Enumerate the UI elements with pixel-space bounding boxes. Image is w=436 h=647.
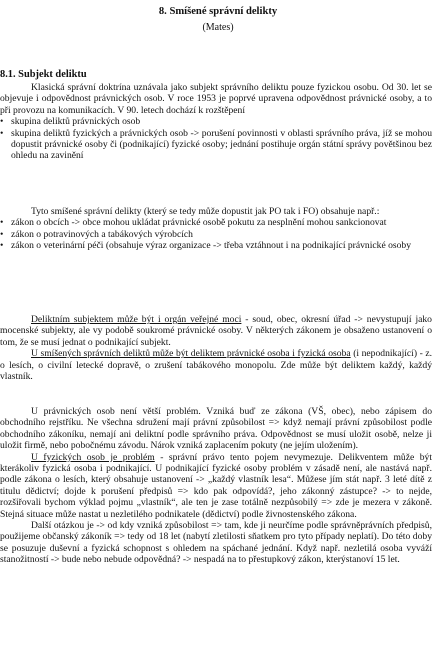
list-item: • skupina deliktů fyzických a právnických osob -> porušení povinnosti v oblasti správního práva, jíž se mohou dopustit právnické osoby či (podnikající) fyzické osoby; jednání postihuje orgán státní správy povětšinou bez ohledu na zavinění [0,128,432,162]
document-title: 8. Smíšené správní delikty [158,6,278,17]
underlined-lead: U fyzických osob je problém [31,451,155,463]
intro-block [0,82,432,162]
paragraph-1: Klasická správní doktrína uznávala jako subjekt správního deliktu pouze fyzickou osobu. Od 30. let se objevuje i odpovědnost právnických osob. V roce 1953 je poprvé upravena odpovědnost právnické osoby, a to při provozu na komunikacích. V 90. letech dochází k rozštěpení [0,82,432,116]
examples-block [0,206,432,252]
paragraph-7: Další otázkou je -> od kdy vzniká způsobilost => tam, kde ji neurčíme podle správněprávních předpisů, použijeme občanský zákoník => tedy od 18 let (nabytí zletilosti sňatkem pro tyto případy neplatí). Do této doby se posuzuje duševní a fyzická schopnost s ohledem na spáchané jednání. Když např. nezletilá osoba vyváží stanožitností -> bude nebo nebude odpovědná? -> nespadá na to přestupkový zákon, kterýstanoví 15 let. [0,520,432,566]
list-item: • zákon o obcích -> obce mohou ukládat právnické osobě pokutu za nesplnění mohou sankcionovat [0,217,432,228]
paragraph-5: U právnických osob není větší problém. Vzniká buď ze zákona (VŠ, obec), nebo zápisem do obchodního rejstříku. Ne všechna sdružení mají právní způsobilost => když nemají právní způsobilost podle obchodního zákoníku, nemají ani deliktní podle správního práva. Odpovědnost se musí uložit osobě, nelze ji uložit firmě, nebo pobočnému závodu. Nárok vzniká zaplacením pokuty (ne jejím uložením). [0,406,432,452]
paragraph-3 [0,314,432,348]
paragraph-text: - správní právo tento pojem nevymezuje. Delikventem může být kterákoliv fyzická osoba i podnikající. U podnikající fyzické osoby problém v zásadě není, ale nastává např. podle zákona o lesích, který obsahuje ustanovení -> „každý vlastník lesa“. Můžese jím stát např. 3 leté dítě z titulu dědictví; dojde k porušení předpisů => kdo pak odpovídá?, jeho zákonný zástupce? -> to nejde, rozšiřovali bychom výklad pojmu „vlastník“, ale ten je zase totálně nezpůsobilý => zde je mezera v zákoně. Stejná situace může nastat u nezletilého podnikatele (dědictví) podle živnostenského zákona. [0,451,432,520]
document-subtitle: (Mates) [202,22,234,33]
list-item: • skupina deliktů právnických osob [0,116,432,127]
section-heading: 8.1. Subjekt deliktu [0,69,87,80]
underlined-lead: Deliktním subjektem může být i orgán veřejné moci [31,314,242,325]
paragraph-text: (i nepodnikající) - z. o lesích, o civilní letecké dopravě, o zrušení tabákového monopolu. Zde může být deliktem každý, každý vlastník. [0,348,433,383]
paragraph-text: - soud, obec, okresní úřad -> nevystupují jako mocenské subjekty, ale vy podobě soukromé právnické osoby. V některých zákonem je obsaženo ustanovení o tom, že se musí jednat o podnikající subjekt. [0,314,432,348]
public-authority-block [0,314,432,382]
paragraph-6 [0,452,432,520]
legal-persons-block [0,406,432,566]
list-item: • zákon o potravinových a tabákových výrobcích [0,229,432,240]
paragraph-4 [0,348,432,382]
examples-list [0,217,432,251]
paragraph-2: Tyto smíšené správní delikty (který se tedy může dopustit jak PO tak i FO) obsahuje např.: [31,206,380,217]
list-item: • zákon o veterinární péči (obsahuje výraz organizace -> třeba vztáhnout i na podnikající právnické osoby [0,240,432,251]
delict-groups-list [0,116,432,162]
underlined-lead: U smíšených správních deliktů může být deliktem právnické osoba i fyzická osoba [31,348,351,360]
